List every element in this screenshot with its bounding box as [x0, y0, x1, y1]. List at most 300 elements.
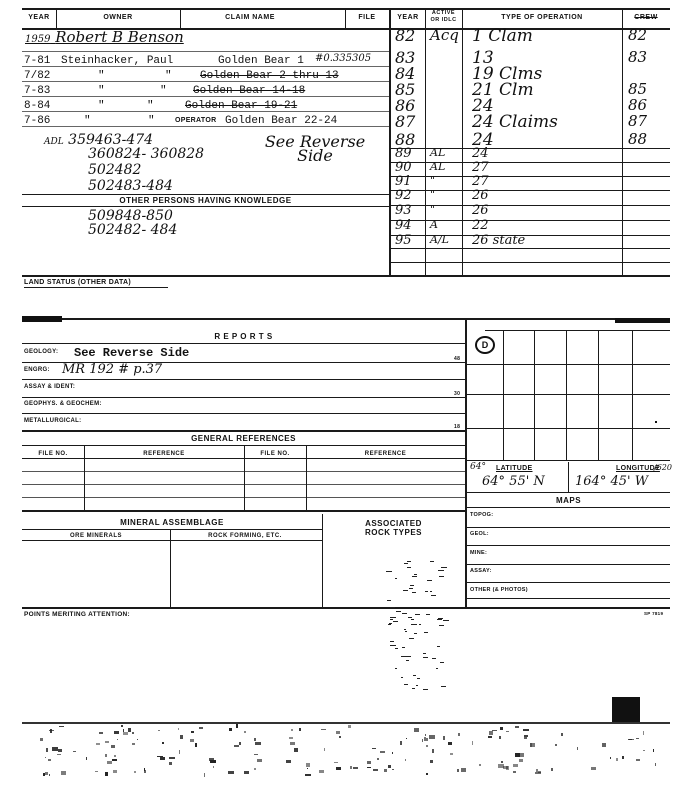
- noise-dot: [414, 728, 419, 732]
- hdr-active: [425, 10, 462, 24]
- noise-dot: [306, 763, 311, 766]
- other-rule: [467, 598, 670, 599]
- grid-v: [598, 330, 599, 460]
- noise-dot: [408, 617, 412, 618]
- active-95: A/L: [430, 233, 449, 246]
- reports-title: R E P O R T S: [214, 332, 273, 341]
- noise-dot: [426, 773, 428, 775]
- row-line: [391, 248, 670, 249]
- grid-v: [503, 330, 504, 460]
- top-border: [22, 8, 670, 10]
- noise-dot: [515, 753, 520, 756]
- other-persons-rule-2: [22, 206, 389, 207]
- hdr-year-2: YEAR: [397, 14, 419, 21]
- operator-label: OPERATOR: [175, 117, 217, 124]
- noise-dot: [407, 561, 411, 562]
- noise-dot: [524, 737, 526, 740]
- noise-dot: [532, 743, 534, 747]
- gr-col-divider: [244, 445, 245, 510]
- noise-dot: [423, 657, 427, 658]
- assay-map-label: ASSAY:: [470, 568, 492, 574]
- noise-dot: [392, 769, 393, 770]
- owner-6-name: ": [84, 115, 91, 127]
- grid-h: [467, 428, 670, 429]
- noise-dot: [412, 576, 418, 577]
- adl-see-reverse-note: See Reverse Side: [264, 132, 366, 165]
- noise-dot: [390, 617, 396, 618]
- noise-dot: [191, 731, 195, 733]
- owner-1-date: 1959: [25, 34, 51, 45]
- noise-dot: [229, 728, 232, 731]
- noise-dot: [395, 648, 398, 649]
- noise-dot: [412, 688, 415, 689]
- adl-line-2: 360824- 360828: [88, 146, 205, 162]
- noise-dot: [629, 739, 634, 740]
- land-status-label: LAND STATUS (OTHER DATA): [24, 279, 132, 286]
- noise-dot: [373, 769, 378, 771]
- other-photos-label: OTHER (& PHOTOS): [470, 587, 528, 593]
- noise-dot: [616, 758, 618, 761]
- adl-line-3: 502482: [88, 162, 142, 178]
- gr-reference: REFERENCE: [143, 451, 185, 457]
- gr-file-no: FILE NO.: [38, 451, 68, 457]
- noise-dot: [384, 769, 388, 772]
- metallurgical-rule: [22, 430, 465, 432]
- type-of-operation-85: 21 Clm: [472, 80, 534, 100]
- noise-dot: [555, 744, 557, 746]
- type-of-operation-89: 24: [472, 146, 489, 161]
- noise-dot: [117, 739, 119, 741]
- type-of-operation-92: 26: [472, 188, 489, 203]
- owner-6-claim: Golden Bear 22-24: [225, 115, 338, 127]
- noise-dot: [523, 729, 529, 731]
- noise-dot: [411, 619, 414, 620]
- noise-dot: [289, 737, 293, 739]
- associated-rock-types-header: [322, 519, 465, 537]
- noise-dot: [392, 752, 394, 754]
- rock-forming-header: ROCK FORMING, ETC.: [208, 533, 282, 539]
- noise-dot: [255, 742, 261, 745]
- noise-dot: [424, 632, 428, 633]
- year-87: 87: [395, 112, 416, 131]
- grid-v: [566, 330, 567, 460]
- noise-dot: [403, 590, 408, 591]
- grid-h: [467, 394, 670, 395]
- crew-82: 82: [628, 26, 648, 44]
- crew-83: 83: [628, 48, 648, 66]
- noise-dot: [234, 745, 239, 747]
- top-section-bottom: [22, 275, 670, 277]
- noise-dot: [114, 731, 119, 734]
- noise-dot: [643, 750, 645, 751]
- grid-v: [632, 330, 633, 460]
- mine-label: MINE:: [470, 550, 488, 556]
- noise-dot: [414, 574, 418, 575]
- latlon-bottom: [467, 492, 670, 493]
- noise-dot: [461, 768, 466, 772]
- noise-dot: [501, 761, 503, 762]
- noise-dot: [436, 668, 439, 669]
- scan-black-square: [612, 697, 640, 723]
- noise-dot: [440, 662, 444, 663]
- noise-dot: [307, 768, 308, 769]
- noise-dot: [380, 751, 385, 753]
- noise-dot: [429, 735, 434, 739]
- noise-dot: [443, 736, 445, 740]
- geology-value: See Reverse Side: [74, 346, 190, 360]
- noise-dot: [321, 729, 326, 730]
- noise-dot: [169, 757, 175, 759]
- points-meriting-attention-label: POINTS MERITING ATTENTION:: [24, 611, 131, 618]
- noise-dot: [180, 735, 183, 739]
- noise-dot: [439, 576, 444, 577]
- owner-row-line: [22, 51, 389, 52]
- noise-dot: [305, 774, 311, 777]
- noise-dot: [472, 741, 473, 745]
- noise-dot: [524, 735, 528, 737]
- owner-1-entry: [25, 28, 184, 46]
- noise-dot: [489, 731, 493, 735]
- noise-dot: [254, 768, 256, 770]
- noise-dot: [107, 761, 112, 764]
- noise-dot: [339, 736, 340, 737]
- noise-dot: [121, 725, 124, 728]
- noise-dot: [350, 766, 352, 770]
- noise-dot: [655, 763, 657, 765]
- owner-3-ditto: ": [165, 70, 172, 82]
- noise-dot: [46, 748, 48, 751]
- assay-label: ASSAY & IDENT:: [24, 384, 76, 390]
- noise-dot: [390, 641, 394, 642]
- latitude-value: 64° 55' N: [482, 474, 545, 489]
- owner-1-name: Robert B Benson: [55, 28, 184, 46]
- noise-dot: [406, 660, 409, 661]
- noise-dot: [209, 758, 214, 761]
- noise-dot: [653, 749, 654, 751]
- lat-prefix: 64°: [470, 462, 486, 472]
- noise-dot: [137, 739, 139, 741]
- reports-top-rule: [22, 318, 670, 320]
- noise-dot: [636, 738, 639, 740]
- noise-dot: [396, 611, 401, 612]
- geophys-rule: [22, 413, 465, 414]
- type-of-operation-86: 24: [472, 96, 494, 116]
- noise-dot: [236, 724, 239, 727]
- noise-dot: [551, 768, 554, 771]
- noise-dot: [401, 677, 403, 678]
- noise-dot: [535, 772, 541, 774]
- noise-dot: [134, 771, 136, 773]
- noise-dot: [577, 747, 579, 749]
- noise-dot: [73, 751, 76, 752]
- noise-dot: [319, 770, 324, 772]
- owner-4-claim: Golden Bear 14-18: [193, 85, 306, 97]
- noise-dot: [410, 585, 414, 586]
- other-person-1: 509848-850: [88, 208, 173, 224]
- noise-dot: [59, 726, 65, 728]
- noise-dot: [643, 731, 644, 734]
- noise-dot: [49, 774, 50, 776]
- noise-dot: [417, 678, 421, 679]
- noise-dot: [144, 770, 146, 773]
- type-of-operation-84: 19 Clms: [472, 64, 543, 84]
- reports-corner-mark-right: [615, 318, 670, 323]
- crew-87: 87: [628, 112, 648, 130]
- land-status-underline: [24, 287, 168, 288]
- noise-dot: [395, 668, 397, 669]
- active-93: ": [430, 203, 436, 216]
- noise-dot: [228, 771, 233, 774]
- assay-rule-map: [467, 582, 670, 583]
- noise-dot: [450, 753, 453, 754]
- owner-2-claim: Golden Bear 1: [218, 55, 304, 67]
- type-of-operation-95: 26 state: [472, 233, 526, 248]
- adl-line-4: 502483-484: [88, 178, 173, 194]
- noise-dot: [162, 742, 165, 745]
- owner-2-file: #0.335305: [315, 53, 372, 64]
- noise-dot: [112, 759, 117, 761]
- hdr-type-of-operation: TYPE OF OPERATION: [501, 14, 583, 21]
- hdr-year: YEAR: [28, 14, 50, 21]
- noise-dot: [405, 631, 408, 632]
- noise-dot: [405, 759, 406, 761]
- noise-dot: [132, 743, 135, 745]
- type-of-operation-93: 26: [472, 203, 489, 218]
- noise-dot: [441, 570, 444, 571]
- latlon-divider: [568, 462, 569, 492]
- noise-dot: [430, 591, 433, 592]
- owner-5-name: ": [98, 100, 105, 112]
- noise-dot: [416, 685, 418, 686]
- year-84: 84: [395, 64, 416, 83]
- ma-col-divider: [170, 529, 171, 608]
- noise-dot: [561, 733, 563, 736]
- noise-dot: [427, 580, 432, 581]
- noise-dot: [499, 736, 502, 740]
- noise-dot: [157, 756, 163, 758]
- noise-dot: [169, 762, 172, 765]
- noise-dot: [425, 591, 428, 592]
- noise-dot: [405, 656, 411, 657]
- noise-dot: [424, 738, 428, 740]
- active-92: ": [430, 188, 436, 201]
- noise-dot: [52, 747, 57, 751]
- noise-dot: [299, 728, 300, 731]
- noise-dot: [57, 754, 61, 755]
- noise-dot: [426, 614, 431, 615]
- noise-dot: [388, 765, 390, 768]
- longitude-label: LONGITUDE: [616, 465, 660, 472]
- type-of-operation-82: 1 Clam: [472, 26, 533, 46]
- metallurgical-label: METALLURGICAL:: [24, 418, 82, 424]
- noise-dot: [199, 727, 202, 730]
- noise-dot: [367, 767, 371, 769]
- noise-dot: [404, 629, 406, 630]
- noise-dot: [432, 749, 434, 753]
- owner-6-ditto: ": [148, 115, 155, 127]
- year-90: 90: [395, 160, 412, 175]
- noise-dot: [204, 773, 205, 776]
- assoc-l1: ASSOCIATED: [365, 519, 422, 528]
- other-persons-label: OTHER PERSONS HAVING KNOWLEDGE: [119, 196, 292, 205]
- owner-3-date: 7/82: [24, 70, 51, 82]
- noise-dot: [395, 578, 397, 579]
- noise-dot: [591, 767, 596, 770]
- year-91: 91: [395, 174, 412, 189]
- grid-h: [467, 460, 670, 461]
- year-95: 95: [395, 233, 412, 248]
- noise-dot: [426, 745, 428, 747]
- year-93: 93: [395, 203, 412, 218]
- active-90: AL: [430, 160, 446, 173]
- noise-dot: [498, 764, 504, 768]
- noise-dot: [513, 764, 518, 767]
- year-89: 89: [395, 146, 412, 161]
- noise-dot: [390, 619, 392, 620]
- noise-dot: [348, 725, 351, 728]
- noise-dot: [50, 729, 52, 732]
- lon-suffix: /620: [654, 463, 672, 472]
- noise-dot: [178, 728, 180, 731]
- gr-col-divider: [306, 445, 307, 510]
- noise-dot: [389, 571, 392, 572]
- longitude-value: 164° 45' W: [575, 474, 649, 489]
- ore-minerals-header: ORE MINERALS: [69, 533, 122, 539]
- noise-dot: [515, 726, 518, 728]
- noise-dot: [430, 760, 432, 763]
- other-persons-rule: [22, 194, 389, 195]
- row-line: [391, 262, 670, 263]
- noise-dot: [390, 607, 396, 608]
- topog-rule: [467, 527, 670, 528]
- year-92: 92: [395, 188, 412, 203]
- ma-bottom-rule: [22, 607, 670, 609]
- hdr-crew: CREW: [634, 14, 658, 21]
- year-86: 86: [395, 96, 416, 115]
- gr-reference-2: REFERENCE: [364, 451, 407, 457]
- year-85: 85: [395, 80, 416, 99]
- noise-dot: [257, 759, 262, 762]
- noise-dot: [372, 748, 376, 749]
- noise-dot: [404, 684, 408, 685]
- gr-file-no-2: FILE NO.: [260, 451, 290, 457]
- noise-dot: [441, 567, 447, 568]
- owner-4-date: 7-83: [24, 85, 51, 97]
- noise-dot: [294, 748, 297, 752]
- noise-dot: [213, 766, 214, 768]
- noise-dot: [519, 759, 524, 762]
- topog-label: TOPOG:: [470, 512, 494, 518]
- noise-dot: [387, 600, 391, 601]
- owner-3-claim: Golden Bear 2 thru 13: [200, 70, 339, 82]
- noise-dot: [123, 732, 128, 735]
- grid-dot: [655, 421, 657, 423]
- num-18: 18: [454, 424, 461, 430]
- noise-dot: [367, 761, 371, 764]
- owner-5-date: 8-84: [24, 100, 51, 112]
- noise-dot: [393, 621, 398, 622]
- type-of-operation-90: 27: [472, 160, 489, 175]
- noise-dot: [402, 613, 407, 614]
- noise-dot: [438, 618, 443, 619]
- noise-dot: [61, 771, 66, 775]
- noise-dot: [479, 764, 481, 767]
- form-number: SP 7819: [644, 611, 664, 616]
- mineral-assemblage-title: MINERAL ASSEMBLAGE: [120, 518, 224, 527]
- mine-rule: [467, 564, 670, 565]
- noise-dot: [336, 731, 340, 734]
- other-person-2: 502482- 484: [88, 222, 178, 238]
- year-83: 83: [395, 48, 416, 67]
- noise-dot: [602, 743, 606, 747]
- type-of-operation-88: 24: [472, 130, 494, 150]
- noise-dot: [414, 633, 417, 634]
- noise-dot: [290, 742, 294, 746]
- noise-dot: [99, 732, 103, 734]
- hdr-active-l2: OR IDLC: [430, 17, 457, 23]
- owner-6-date: 7-86: [24, 115, 51, 127]
- year-82: 82: [395, 26, 416, 45]
- adl-prefix: ADL: [44, 137, 64, 147]
- noise-dot: [431, 595, 436, 596]
- type-of-operation-83: 13: [472, 48, 494, 68]
- noise-dot: [96, 743, 100, 745]
- noise-dot: [95, 771, 98, 772]
- year-94: 94: [395, 218, 412, 233]
- noise-dot: [40, 738, 43, 741]
- general-references-title: GENERAL REFERENCES: [191, 434, 296, 443]
- active-89: AL: [430, 146, 446, 159]
- noise-dot: [500, 727, 503, 730]
- noise-dot: [48, 759, 50, 760]
- noise-dot: [422, 739, 423, 742]
- noise-dot: [413, 675, 416, 676]
- noise-dot: [254, 754, 258, 755]
- engrg-rule: [22, 379, 465, 380]
- hdr-active-l1: ACTIVE: [431, 10, 456, 16]
- noise-dot: [432, 658, 436, 659]
- noise-dot: [45, 772, 48, 775]
- geophys-label: GEOPHYS. & GEOCHEM:: [24, 401, 102, 407]
- noise-dot: [336, 767, 341, 770]
- type-of-operation-91: 27: [472, 174, 489, 189]
- noise-dot: [244, 731, 246, 733]
- noise-dot: [132, 732, 134, 734]
- noise-dot: [425, 689, 428, 690]
- crew-86: 86: [628, 96, 648, 114]
- noise-dot: [404, 563, 407, 564]
- noise-dot: [105, 754, 106, 757]
- noise-dot: [513, 771, 516, 774]
- noise-dot: [400, 741, 403, 745]
- reports-corner-mark: [22, 316, 62, 322]
- owner-4-name: ": [98, 85, 105, 97]
- crew-85: 85: [628, 80, 648, 98]
- noise-dot: [425, 734, 427, 736]
- ma-header-rule: [22, 540, 322, 541]
- noise-dot: [324, 748, 325, 751]
- noise-dot: [389, 623, 392, 624]
- grid-top: [485, 330, 670, 331]
- noise-dot: [411, 624, 416, 625]
- num-48: 48: [454, 356, 461, 362]
- hdr-claim-name: CLAIM NAME: [225, 14, 275, 21]
- noise-dot: [393, 645, 396, 646]
- reports-title-rule: [22, 343, 465, 344]
- assoc-l2: ROCK TYPES: [364, 528, 422, 537]
- geol-label: GEOL:: [470, 531, 489, 537]
- year-88: 88: [395, 130, 416, 149]
